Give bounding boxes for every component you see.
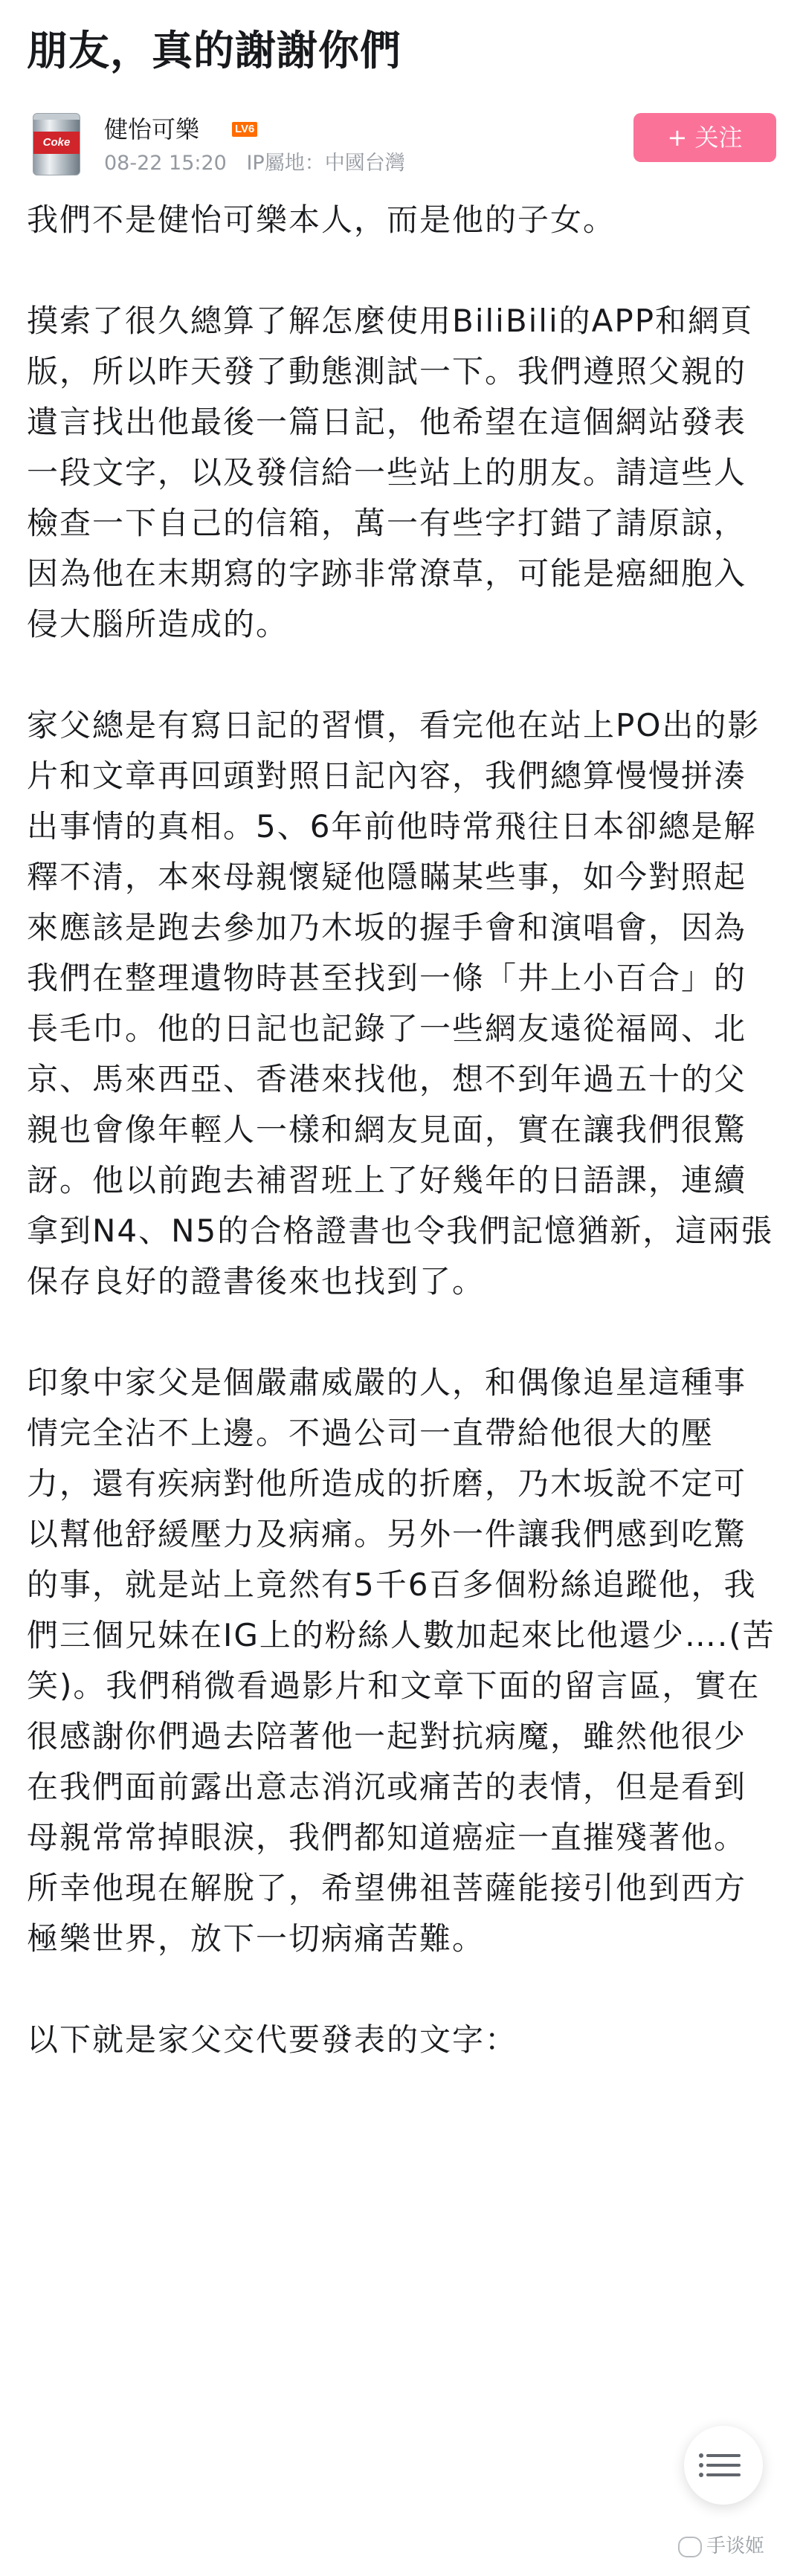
- paragraph-3: 家父總是有寫日記的習慣，看完他在站上PO出的影片和文章再回頭對照日記內容，我們總算慢慢拼湊出事情的真相。5、6年前他時常飛往日本卻總是解釋不清，本來母親懷疑他隱瞞某些事，如今對照起來應該是跑去參加乃木坂的握手會和演唱會，因為我們在整理遺物時甚至找到一條「井上小百合」的長毛巾。他的日記也記錄了一些網友遠從福岡、北京、馬來西亞、香港來找他，想不到年過五十的父親也會像年輕人一樣和網友見面，實在讓我們很驚訝。他以前跑去補習班上了好幾年的日語課，連續拿到N4、N5的合格證書也令我們記憶猶新，這兩張保存良好的證書後來也找到了。: [27, 707, 774, 1300]
- paragraph-spacer: [27, 1307, 778, 1358]
- follow-button[interactable]: + 关注: [633, 113, 776, 162]
- list-icon: [706, 2454, 741, 2457]
- avatar[interactable]: [33, 113, 80, 175]
- paragraph-spacer: [27, 1964, 778, 2015]
- post-date: 08-22 15:20: [104, 152, 227, 175]
- avatar-label: Coke: [33, 132, 80, 154]
- paragraph-5: 以下就是家父交代要發表的文字：: [27, 2021, 518, 2058]
- paragraph-2: 摸索了很久總算了解怎麼使用BiliBili的APP和網頁版，所以昨天發了動態測試一下。我們遵照父親的遺言找出他最後一篇日記，他希望在這個網站發表一段文字，以及發信給一些站上的朋友。請這些人檢查一下自己的信箱，萬一有些字打錯了請原諒，因為他在末期寫的字跡非常潦草，可能是癌細胞入侵大腦所造成的。: [27, 303, 754, 642]
- paragraph-1: 我們不是健怡可樂本人，而是他的子女。: [27, 201, 616, 238]
- watermark: [678, 2534, 764, 2559]
- paragraph-spacer: [27, 245, 778, 296]
- avatar-can-top: [33, 114, 80, 120]
- post-title: 朋友，真的謝謝你們: [27, 27, 402, 74]
- post-meta: [104, 150, 419, 177]
- paragraph-4: 印象中家父是個嚴肅威嚴的人，和偶像追星這種事情完全沾不上邊。不過公司一直帶給他很大的壓力，還有疾病對他所造成的折磨，乃木坂說不定可以幫他舒緩壓力及病痛。另外一件讓我們感到吃驚的事，就是站上竟然有5千6百多個粉絲追蹤他，我們三個兄妹在IG上的粉絲人數加起來比他還少….(苦笑)。我們稍微看過影片和文章下面的留言區，實在很感謝你們過去陪著他一起對抗病魔，雖然他很少在我們面前露出意志消沉或痛苦的表情，但是看到母親常常掉眼淚，我們都知道癌症一直摧殘著他。所幸他現在解脫了，希望佛祖菩薩能接引他到西方極樂世界，放下一切病痛苦難。: [27, 1364, 775, 1957]
- watermark-text: 手谈姬: [706, 2535, 765, 2557]
- paragraph-spacer: [27, 650, 778, 700]
- level-badge: LV6: [232, 122, 257, 137]
- wechat-icon: [678, 2537, 702, 2557]
- list-icon-line: [706, 2464, 741, 2467]
- author-header: [27, 110, 776, 184]
- list-icon-line: [706, 2473, 741, 2476]
- menu-list-button[interactable]: [684, 2426, 763, 2505]
- author-name[interactable]: 健怡可樂: [104, 115, 200, 143]
- ip-location: IP屬地：中國台灣: [246, 152, 405, 175]
- article-body: [27, 195, 778, 2065]
